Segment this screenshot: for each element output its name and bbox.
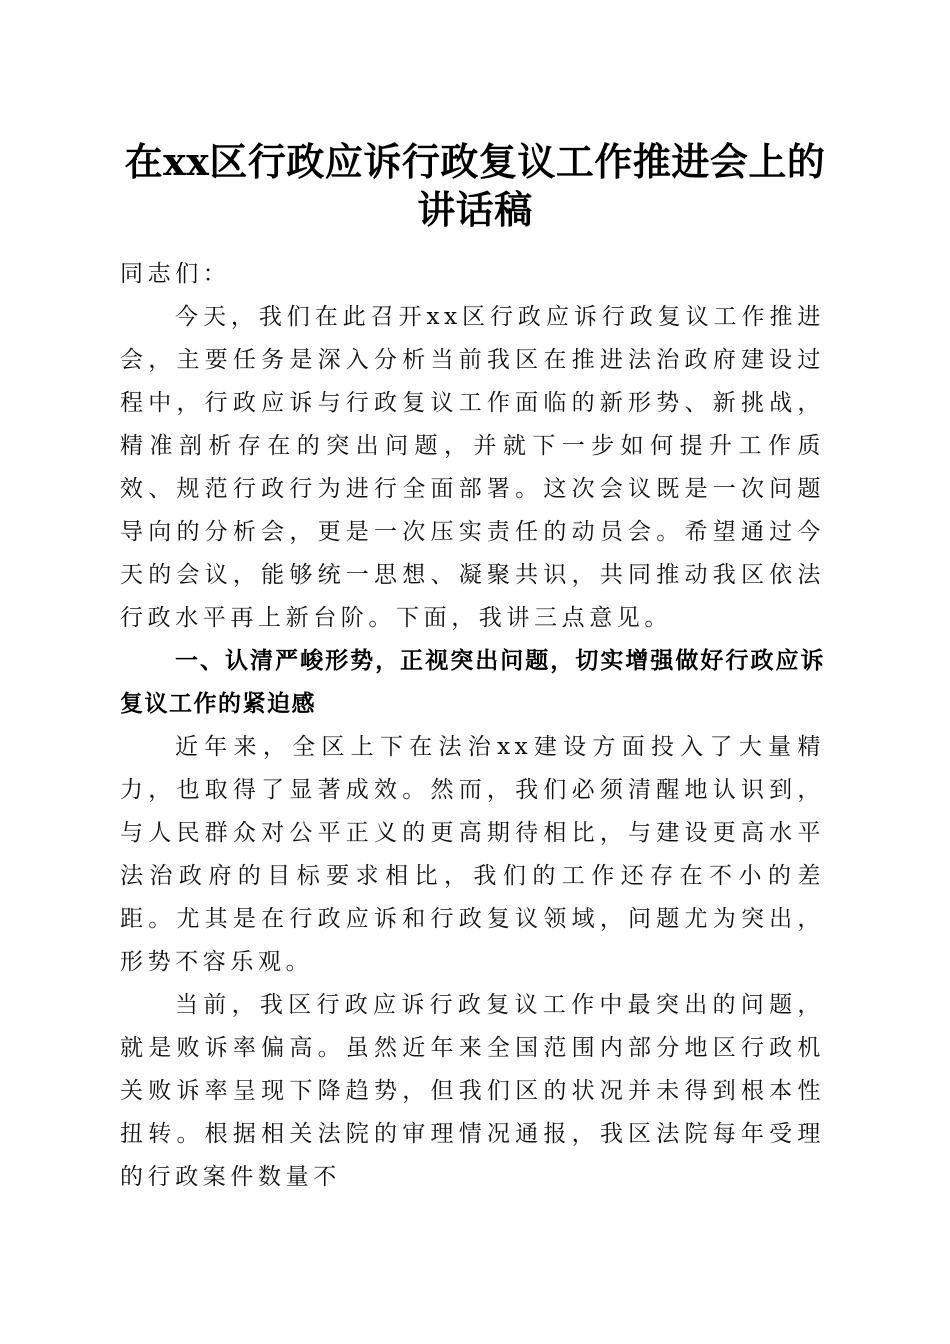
document-title: 在xx区行政应诉行政复议工作推进会上的讲话稿: [124, 139, 826, 232]
salutation: 同志们：: [120, 261, 231, 287]
section-paragraph: 当前，我区行政应诉行政复议工作中最突出的问题，就是败诉率偏高。虽然近年来全国范围内部分地区行政机关败诉率呈现下降趋势，但我们区的状况并未得到根本性扭转。根据相关法院的审理情况通报，我区法院每年受理的行政案件数量不: [120, 992, 825, 1190]
section-heading: 一、认清严峻形势，正视突出问题，切实增强做好行政应诉复议工作的紧迫感: [120, 648, 825, 717]
document-body: [120, 253, 825, 1199]
opening-paragraph: 今天，我们在此召开xx区行政应诉行政复议工作推进会，主要任务是深入分析当前我区在推进法治政府建设过程中，行政应诉与行政复议工作面临的新形势、新挑战，精准剖析存在的突出问题，并就下一步如何提升工作质效、规范行政行为进行全面部署。这次会议既是一次问题导向的分析会，更是一次压实责任的动员会。希望通过今天的会议，能够统一思想、凝聚共识，共同推动我区依法行政水平再上新台阶。下面，我讲三点意见。: [120, 304, 825, 631]
section-paragraph: 近年来，全区上下在法治xx建设方面投入了大量精力，也取得了显著成效。然而，我们必须清醒地认识到，与人民群众对公平正义的更高期待相比，与建设更高水平法治政府的目标要求相比，我们的工作还存在不小的差距。尤其是在行政应诉和行政复议领域，问题尤为突出，形势不容乐观。: [120, 734, 825, 975]
